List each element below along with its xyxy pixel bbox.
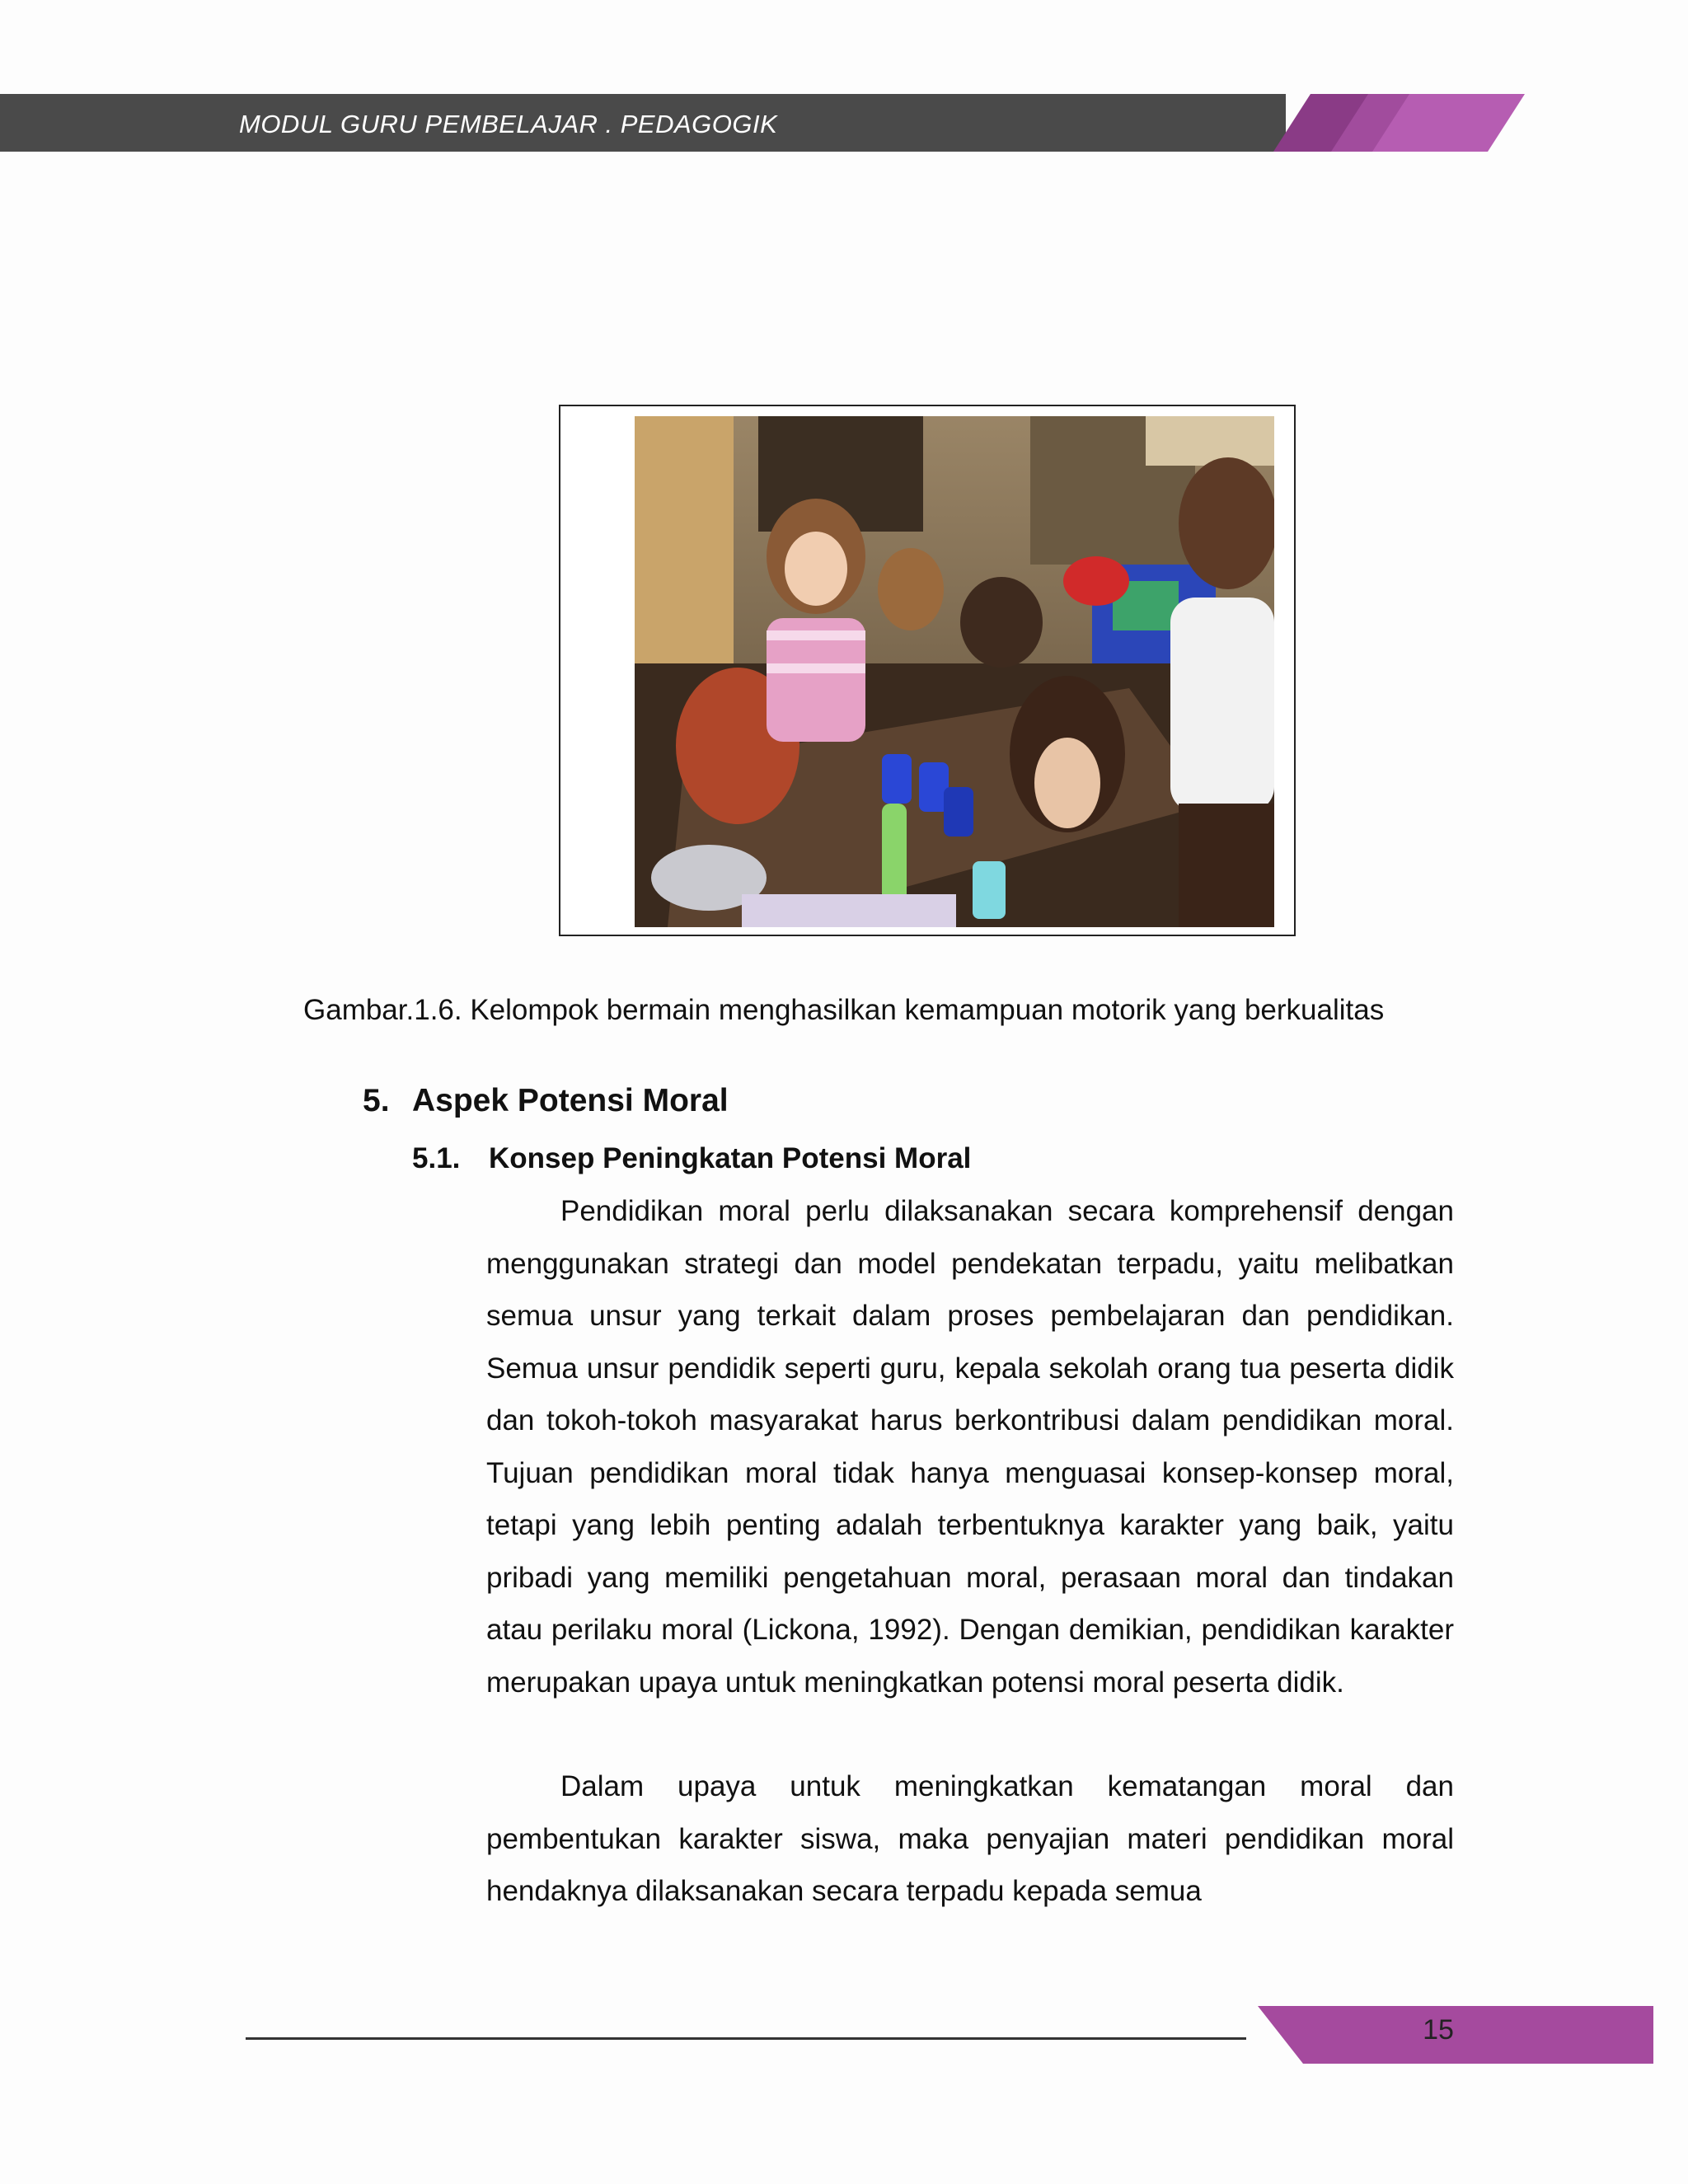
header-decoration [1253, 94, 1525, 152]
paragraph: Pendidikan moral perlu dilaksanakan secara komprehensif dengan menggunakan strategi dan model pendekatan terpadu, yaitu melibatkan semua unsur yang terkait dalam proses pembelajaran dan pendidikan. Semua unsur pendidik seperti guru, kepala sekolah orang tua peserta didik dan tokoh-tokoh masyarakat harus berkontribusi dalam pendidikan moral. Tujuan pendidikan moral tidak hanya menguasai konsep-konsep moral, tetapi yang lebih penting adalah terbentuknya karakter yang baik, yaitu pribadi yang memiliki pengetahuan moral, perasaan moral dan tindakan atau perilaku moral (Lickona, 1992). Dengan demikian, pendidikan karakter merupakan upaya untuk meningkatkan potensi moral peserta didik. [486, 1195, 1454, 1699]
header-title: MODUL GURU PEMBELAJAR . PEDAGOGIK [239, 110, 778, 138]
subsection-heading [412, 1142, 971, 1175]
subsection-title: Konsep Peningkatan Potensi Moral [489, 1142, 972, 1174]
footer-rule [246, 2037, 1246, 2040]
classroom-photo [635, 416, 1274, 927]
subsection-number: 5.1. [412, 1142, 461, 1174]
section-number: 5. [363, 1083, 390, 1118]
section-heading [363, 1083, 729, 1119]
page-number: 15 [1423, 2014, 1454, 2046]
figure-caption: Gambar.1.6. Kelompok bermain menghasilkan kemampuan motorik yang berkualitas [303, 994, 1385, 1026]
paragraph: Dalam upaya untuk meningkatkan kematangan moral dan pembentukan karakter siswa, maka penyajian materi pendidikan moral hendaknya dilaksanakan secara terpadu kepada semua [486, 1770, 1454, 1907]
section-title: Aspek Potensi Moral [412, 1083, 729, 1118]
